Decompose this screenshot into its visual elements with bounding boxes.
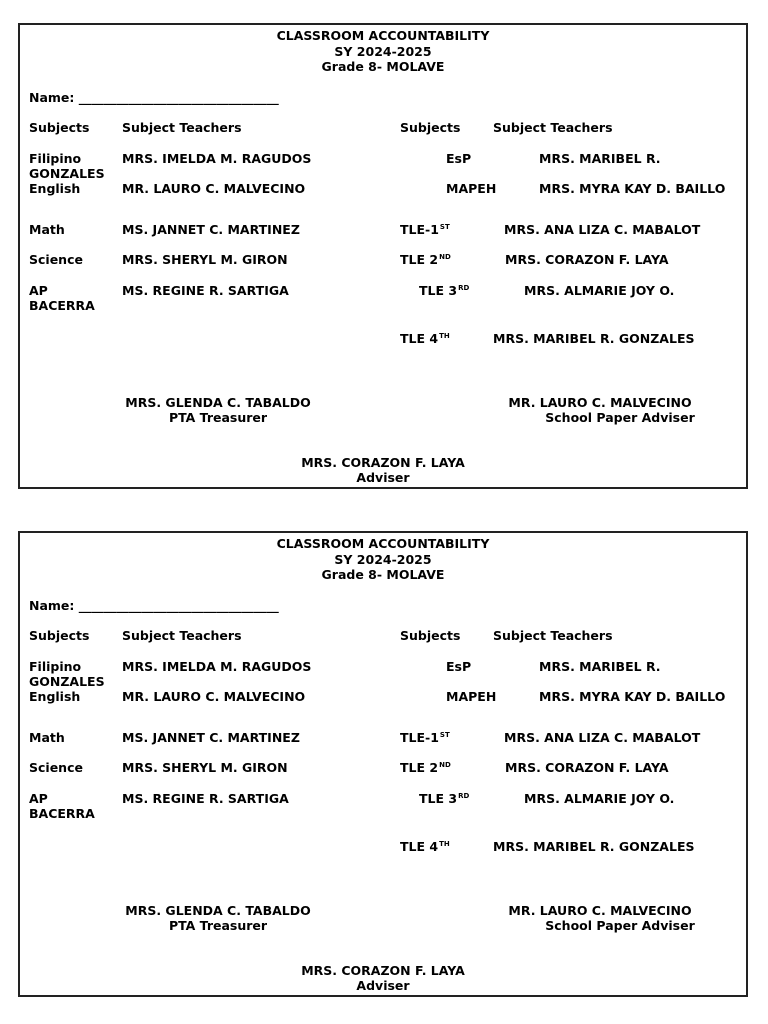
- ordinal-suffix: ST: [439, 223, 450, 231]
- right-subject: [446, 659, 471, 674]
- ordinal-suffix: RD: [458, 284, 470, 292]
- subject-label: TLE 3: [419, 791, 458, 806]
- left-subject: AP: [29, 791, 48, 806]
- wrapped-surname: BACERRA: [29, 298, 95, 313]
- left-teacher: MS. JANNET C. MARTINEZ: [122, 222, 300, 237]
- right-subject: [400, 222, 450, 240]
- left-teacher: MS. JANNET C. MARTINEZ: [122, 730, 300, 745]
- treasurer-role: PTA Treasurer: [168, 918, 268, 933]
- left-subject: Math: [29, 222, 65, 237]
- subjects-header-left: Subjects: [29, 120, 90, 135]
- school-year: SY 2024-2025: [334, 44, 432, 59]
- subject-label: MAPEH: [446, 689, 497, 704]
- teachers-header-left: Subject Teachers: [122, 120, 242, 135]
- right-teacher: MRS. MYRA KAY D. BAILLO: [539, 689, 726, 704]
- subject-label: EsP: [446, 659, 472, 674]
- left-teacher: MS. REGINE R. SARTIGA: [122, 283, 289, 298]
- left-teacher: MRS. IMELDA M. RAGUDOS: [122, 659, 312, 674]
- left-subject: Math: [29, 730, 65, 745]
- right-teacher: MRS. ANA LIZA C. MABALOT: [504, 730, 701, 745]
- right-subject: [400, 730, 450, 748]
- right-teacher: MRS. CORAZON F. LAYA: [505, 760, 669, 775]
- left-subject: English: [29, 689, 81, 704]
- name-label: Name:: [29, 598, 75, 613]
- subject-label: TLE 3: [419, 283, 458, 298]
- right-subject: [419, 283, 469, 301]
- left-subject: Filipino: [29, 151, 82, 166]
- grade-section: Grade 8- MOLAVE: [321, 567, 445, 582]
- card-title: CLASSROOM ACCOUNTABILITY: [276, 28, 490, 43]
- adviser-role: Adviser: [356, 978, 410, 993]
- wrapped-surname: GONZALES: [29, 166, 105, 181]
- left-subject: Science: [29, 760, 83, 775]
- teachers-header-right: Subject Teachers: [493, 628, 613, 643]
- ordinal-suffix: RD: [458, 792, 470, 800]
- ordinal-suffix: ND: [439, 761, 451, 769]
- card-title: CLASSROOM ACCOUNTABILITY: [276, 536, 490, 551]
- right-subject: [419, 791, 469, 809]
- left-subject: Filipino: [29, 659, 82, 674]
- subject-label: EsP: [446, 151, 472, 166]
- name-label: Name:: [29, 90, 75, 105]
- subjects-header-right: Subjects: [400, 120, 461, 135]
- ordinal-suffix: TH: [439, 332, 450, 340]
- right-teacher: MRS. ANA LIZA C. MABALOT: [504, 222, 701, 237]
- treasurer-name: MRS. GLENDA C. TABALDO: [125, 903, 311, 918]
- school-year: SY 2024-2025: [334, 552, 432, 567]
- left-teacher: MRS. SHERYL M. GIRON: [122, 760, 288, 775]
- right-teacher: MRS. MARIBEL R.: [539, 151, 661, 166]
- subject-label: TLE 2: [400, 252, 439, 267]
- name-line: [29, 598, 279, 613]
- treasurer-name: MRS. GLENDA C. TABALDO: [125, 395, 311, 410]
- subject-label: MAPEH: [446, 181, 497, 196]
- subject-label: TLE 4: [400, 839, 439, 854]
- right-teacher: MRS. ALMARIE JOY O.: [524, 791, 675, 806]
- ordinal-suffix: ST: [439, 731, 450, 739]
- teachers-header-right: Subject Teachers: [493, 120, 613, 135]
- paper-adviser-role: School Paper Adviser: [545, 918, 695, 933]
- adviser-name: MRS. CORAZON F. LAYA: [301, 963, 465, 978]
- right-subject: [446, 151, 471, 166]
- paper-adviser-role: School Paper Adviser: [545, 410, 695, 425]
- adviser-role: Adviser: [356, 470, 410, 485]
- accountability-card-bottom: [18, 531, 748, 997]
- right-subject: [400, 760, 451, 778]
- left-subject: English: [29, 181, 81, 196]
- subject-label: TLE-1: [400, 730, 439, 745]
- left-teacher: MR. LAURO C. MALVECINO: [122, 181, 306, 196]
- subject-label: TLE 2: [400, 760, 439, 775]
- wrapped-surname: BACERRA: [29, 806, 95, 821]
- subject-label: TLE 4: [400, 331, 439, 346]
- left-teacher: MRS. SHERYL M. GIRON: [122, 252, 288, 267]
- ordinal-suffix: ND: [439, 253, 451, 261]
- subjects-header-right: Subjects: [400, 628, 461, 643]
- ordinal-suffix: TH: [439, 840, 450, 848]
- left-teacher: MS. REGINE R. SARTIGA: [122, 791, 289, 806]
- left-teacher: MRS. IMELDA M. RAGUDOS: [122, 151, 312, 166]
- right-subject: [400, 839, 450, 857]
- left-subject: Science: [29, 252, 83, 267]
- right-teacher: MRS. ALMARIE JOY O.: [524, 283, 675, 298]
- right-subject: [446, 181, 496, 196]
- left-subject: AP: [29, 283, 48, 298]
- accountability-card-top: [18, 23, 748, 489]
- subjects-header-left: Subjects: [29, 628, 90, 643]
- right-teacher: MRS. MARIBEL R. GONZALES: [493, 331, 695, 346]
- right-teacher: MRS. CORAZON F. LAYA: [505, 252, 669, 267]
- paper-adviser-name: MR. LAURO C. MALVECINO: [508, 395, 692, 410]
- grade-section: Grade 8- MOLAVE: [321, 59, 445, 74]
- left-teacher: MR. LAURO C. MALVECINO: [122, 689, 306, 704]
- name-blank: ________________________________: [78, 598, 279, 613]
- name-line: [29, 90, 279, 105]
- right-subject: [400, 252, 451, 270]
- right-subject: [400, 331, 450, 349]
- adviser-name: MRS. CORAZON F. LAYA: [301, 455, 465, 470]
- subject-label: TLE-1: [400, 222, 439, 237]
- wrapped-surname: GONZALES: [29, 674, 105, 689]
- right-subject: [446, 689, 496, 704]
- treasurer-role: PTA Treasurer: [168, 410, 268, 425]
- right-teacher: MRS. MARIBEL R. GONZALES: [493, 839, 695, 854]
- name-blank: ________________________________: [78, 90, 279, 105]
- teachers-header-left: Subject Teachers: [122, 628, 242, 643]
- right-teacher: MRS. MARIBEL R.: [539, 659, 661, 674]
- paper-adviser-name: MR. LAURO C. MALVECINO: [508, 903, 692, 918]
- right-teacher: MRS. MYRA KAY D. BAILLO: [539, 181, 726, 196]
